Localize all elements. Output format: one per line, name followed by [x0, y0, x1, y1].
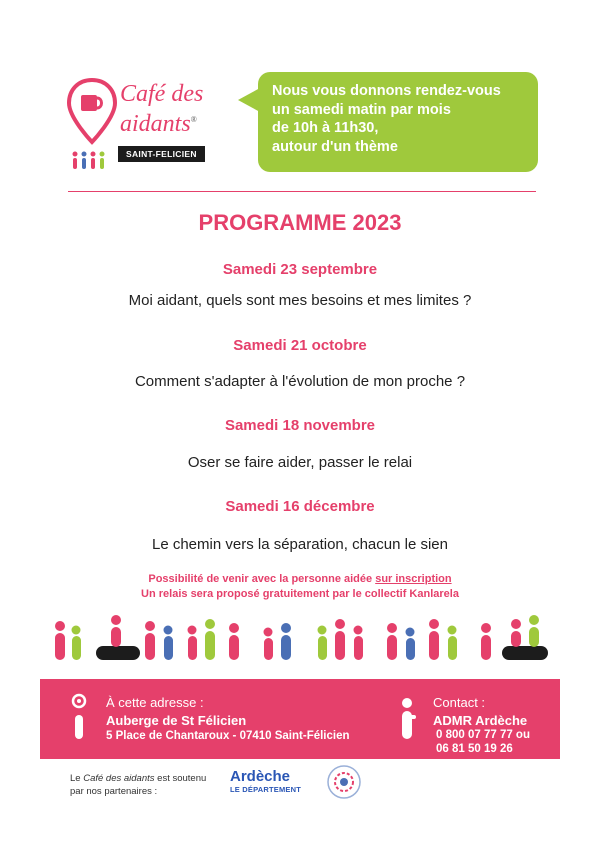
logo-subtitle: SAINT-FELICIEN: [118, 146, 205, 162]
note-relais: Un relais sera proposé gratuitement par le collectif Kanlarela: [141, 588, 459, 600]
session-date: Samedi 21 octobre: [233, 337, 367, 354]
sponsor-text-italic: Café des aidants: [83, 773, 155, 784]
schedule-bubble: [258, 72, 538, 172]
ardeche-department-logo: [230, 768, 301, 794]
contact-phone-2: 06 81 50 19 26: [436, 743, 513, 755]
person-icon: [396, 697, 418, 741]
bubble-line-4: autour d'un thème: [272, 138, 398, 155]
contact-name: ADMR Ardèche: [433, 713, 528, 728]
registration-link-text: sur inscription: [375, 573, 452, 585]
map-pin-cup-icon: [66, 78, 118, 146]
session-date-4: [0, 498, 600, 516]
note-registration-text: Possibilité de venir avec la personne aidée: [148, 573, 376, 585]
programme-title: PROGRAMME 2023: [198, 210, 402, 235]
partner-seal-logo: [326, 764, 362, 800]
location-pin-icon: [68, 693, 90, 743]
session-theme-4: Le chemin vers la séparation, chacun le sien: [151, 536, 448, 553]
logo-title-line2: aidants: [120, 111, 191, 137]
people-illustration: [40, 612, 560, 672]
crowd-figures: [55, 615, 548, 660]
address-street: 5 Place de Chantaroux - 07410 Saint-Félicien: [106, 730, 350, 742]
registered-mark: ®: [190, 115, 197, 124]
address-label: À cette adresse :: [106, 695, 204, 710]
people-icon: [70, 150, 114, 170]
logo-title: [120, 82, 203, 137]
cafe-des-aidants-logo: [66, 76, 216, 171]
session-date-1: [0, 261, 600, 279]
session-date: Samedi 18 novembre: [224, 417, 376, 434]
note-registration: [0, 573, 600, 585]
contact-label: Contact :: [433, 695, 486, 710]
sponsor-text-suffix: est soutenu: [154, 773, 207, 784]
sponsor-text-line2: par nos partenaires :: [70, 786, 158, 797]
session-theme-1: Moi aidant, quels sont mes besoins et mes limites ?: [128, 292, 472, 309]
header-divider: [68, 191, 536, 192]
bubble-line-2: un samedi matin par mois: [272, 101, 451, 118]
address-name: Auberge de St Félicien: [106, 713, 247, 728]
session-date-2: [0, 337, 600, 355]
sponsor-text-prefix: Le: [70, 773, 84, 784]
session-date-3: [0, 417, 600, 435]
logo-title-line1: Café des: [120, 81, 204, 107]
session-theme-2: Comment s'adapter à l'évolution de mon proche ?: [134, 373, 466, 390]
session-date: Samedi 16 décembre: [225, 498, 375, 515]
contact-phone-1: 0 800 07 77 77 ou: [436, 729, 530, 741]
ardeche-subtitle: LE DÉPARTEMENT: [230, 785, 301, 794]
bubble-line-1: Nous vous donnons rendez-vous: [272, 83, 501, 99]
session-date: Samedi 23 septembre: [222, 261, 378, 278]
bubble-line-3: de 10h à 11h30,: [272, 120, 379, 136]
session-theme-3: Oser se faire aider, passer le relai: [187, 454, 413, 471]
ardeche-wordmark: Ardèche: [230, 768, 291, 785]
contact-banner: [40, 679, 560, 759]
sponsor-text: [70, 772, 206, 798]
